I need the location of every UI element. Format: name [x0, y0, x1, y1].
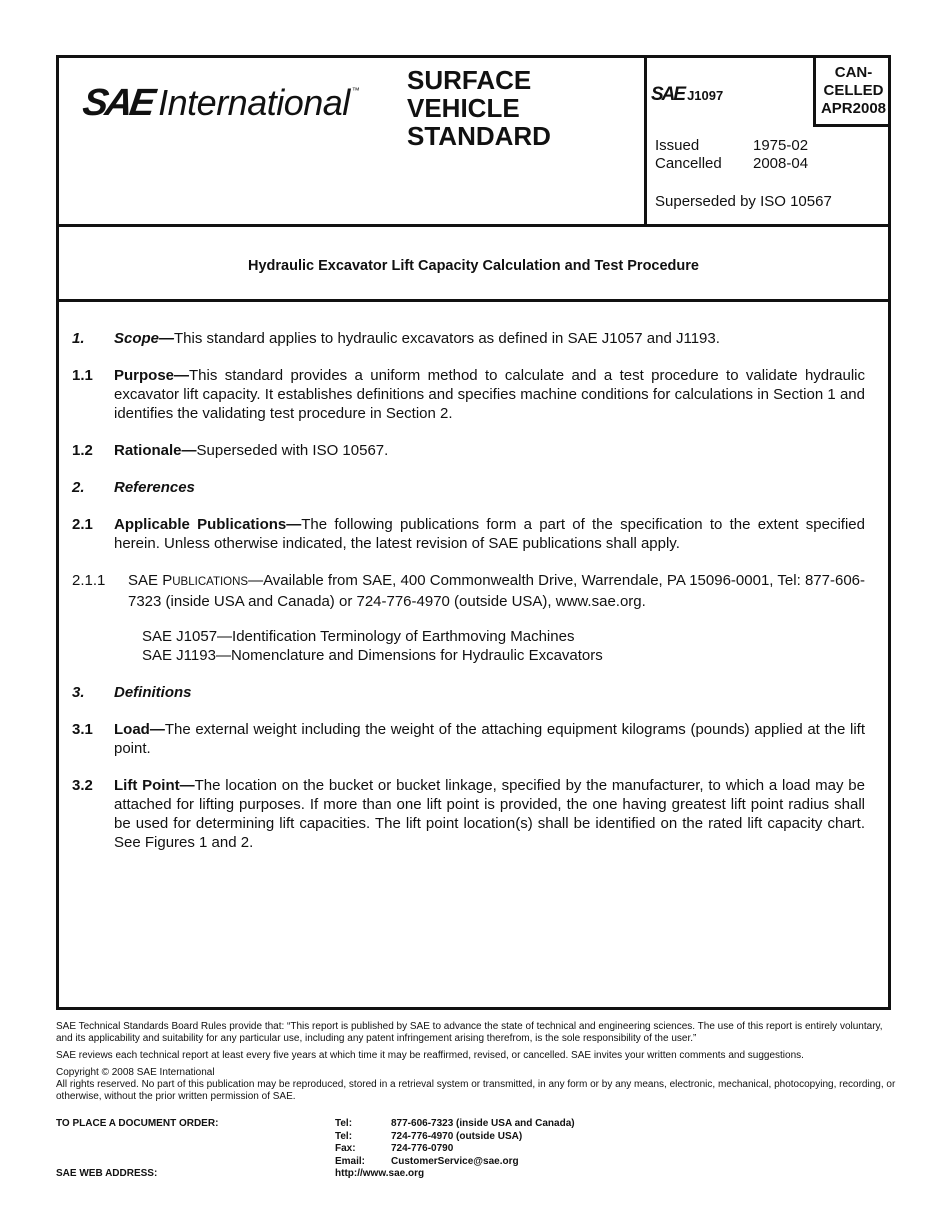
contact-row — [335, 1118, 575, 1131]
section-1-1 — [72, 366, 865, 423]
cancel-line: CELLED — [823, 82, 884, 99]
section-number: 3.1 — [72, 721, 93, 738]
header-divider — [59, 224, 888, 227]
contact-key: Tel: — [335, 1130, 353, 1142]
document-body — [72, 329, 865, 870]
standard-type-line: VEHICLE — [407, 93, 520, 123]
doc-number: J1097 — [687, 88, 724, 103]
section-heading: Definitions — [114, 684, 192, 701]
rights-notice: All rights reserved. No part of this publication may be reproduced, stored in a retrieval system or transmitted, in any form or by any means, electronic, mechanical, photocopying, recording, or otherwise, without the prior written permission of SAE. — [56, 1079, 896, 1102]
contact-row — [335, 1156, 575, 1169]
section-3 — [72, 683, 865, 702]
contact-table — [335, 1118, 575, 1181]
section-heading: References — [114, 479, 195, 496]
section-number: 1. — [72, 330, 85, 347]
reference-list — [142, 627, 865, 665]
standard-type-line: STANDARD — [407, 121, 551, 151]
section-smallcaps: UBLICATIONS — [172, 576, 249, 588]
review-notice: SAE reviews each technical report at least every five years at which time it may be reaffirmed, revised, or cancelled. SAE invites your written comments and suggestions. — [56, 1050, 804, 1061]
web-link[interactable]: http://www.sae.org — [335, 1168, 425, 1179]
copyright-line: Copyright © 2008 SAE International — [56, 1067, 215, 1078]
section-text: —Available from SAE, 400 Commonwealth Drive, Warrendale, PA 15096-0001, Tel: 877-606-7323 (inside USA and Canada) or 724-776-4970 (outside USA), www.sae.org. — [128, 572, 866, 610]
cancelled-value: 2008-04 — [753, 155, 809, 172]
section-number: 2. — [72, 479, 85, 496]
section-number: 2.1.1 — [72, 572, 106, 589]
cancelled-label: Cancelled — [655, 155, 722, 172]
cancel-line: CAN- — [834, 64, 873, 81]
section-3-2 — [72, 776, 865, 852]
section-heading: Applicable Publications— — [114, 516, 302, 533]
section-text: The external weight including the weight of the attaching equipment kilograms (pounds) applied at the lift point. — [114, 721, 865, 757]
section-2 — [72, 478, 865, 497]
section-2-1 — [72, 515, 865, 553]
section-3-1 — [72, 720, 865, 758]
section-number: 2.1 — [72, 516, 93, 533]
contact-key: Fax: — [335, 1143, 356, 1154]
contact-value: 724-776-4970 (outside USA) — [391, 1130, 523, 1142]
section-1 — [72, 329, 865, 348]
section-text: The following publications form a part of the specification to the extent specified herein. Unless otherwise indicated, the latest revision of SAE publications shall apply. — [114, 516, 865, 552]
header-vertical-divider — [644, 58, 647, 224]
section-number: 3.2 — [72, 777, 93, 794]
section-text: Superseded with ISO 10567. — [196, 442, 389, 459]
logo-trademark: ™ — [351, 86, 360, 95]
doc-sae-logo: SAE — [651, 84, 685, 105]
contact-key: Email: — [335, 1155, 366, 1167]
cancel-line: APR2008 — [820, 100, 887, 117]
logo-international: International — [158, 82, 350, 123]
issued-row — [655, 137, 808, 155]
document-dates — [655, 137, 808, 173]
section-heading: Rationale— — [114, 442, 197, 459]
document-id — [651, 84, 723, 106]
web-row — [335, 1168, 575, 1181]
superseded-by: Superseded by ISO 10567 — [655, 193, 832, 210]
section-2-1-1 — [72, 571, 865, 611]
order-label: TO PLACE A DOCUMENT ORDER: — [56, 1118, 219, 1129]
section-text: The location on the bucket or bucket linkage, specified by the manufacturer, to which a load may be attached for lifting purposes. If more than one lift point is provided, the one having greatest lift point radius shall be used for determining lift capacities. The lift point location(s) shall be identified on the rated lift capacity chart. See Figures 1 and 2. — [114, 777, 865, 851]
section-number: 1.1 — [72, 367, 93, 384]
issued-label: Issued — [655, 137, 700, 154]
document-title: Hydraulic Excavator Lift Capacity Calculation and Test Procedure — [248, 258, 699, 274]
logo-sae: SAE — [80, 82, 156, 124]
web-label: SAE WEB ADDRESS: — [56, 1168, 158, 1179]
contact-row — [335, 1143, 575, 1156]
email-link[interactable]: CustomerService@sae.org — [391, 1155, 519, 1167]
contact-value: 724-776-0790 — [391, 1143, 454, 1154]
cancelled-stamp — [813, 58, 891, 127]
sae-international-logo — [80, 82, 360, 126]
section-heading: Load— — [114, 721, 165, 738]
section-heading: Scope— — [114, 330, 175, 347]
section-number: 3. — [72, 684, 85, 701]
footer-notices — [56, 1021, 896, 1103]
reference-item: SAE J1193—Nomenclature and Dimensions for Hydraulic Excavators — [142, 647, 603, 664]
section-lead: SAE P — [128, 572, 173, 589]
board-rules-notice: SAE Technical Standards Board Rules provide that: “This report is published by SAE to advance the state of technical and engineering sciences. The use of this report is entirely voluntary, and its applicability and suitability for any particular use, including any patent infringement arising therefrom, is the sole responsibility of the user.” — [56, 1021, 883, 1044]
standard-type — [407, 66, 551, 150]
contact-row — [335, 1131, 575, 1144]
section-1-2 — [72, 441, 865, 460]
issued-value: 1975-02 — [753, 137, 809, 154]
section-heading: Lift Point— — [114, 777, 195, 794]
cancelled-row — [655, 155, 808, 173]
standard-type-line: SURFACE — [407, 65, 532, 95]
section-heading: Purpose— — [114, 367, 190, 384]
section-text: This standard provides a uniform method to calculate and a test procedure to validate hydraulic excavator lift capacity. It establishes definitions and specifies machine conditions for calculations in Section 1 and identifies the validating test procedure in Section 2. — [114, 367, 865, 422]
reference-item: SAE J1057—Identification Terminology of Earthmoving Machines — [142, 628, 575, 645]
contact-value: 877-606-7323 (inside USA and Canada) — [391, 1118, 575, 1129]
section-number: 1.2 — [72, 442, 93, 459]
title-divider — [59, 299, 888, 302]
section-text: This standard applies to hydraulic excavators as defined in SAE J1057 and J1193. — [174, 330, 720, 347]
contact-key: Tel: — [335, 1118, 353, 1129]
